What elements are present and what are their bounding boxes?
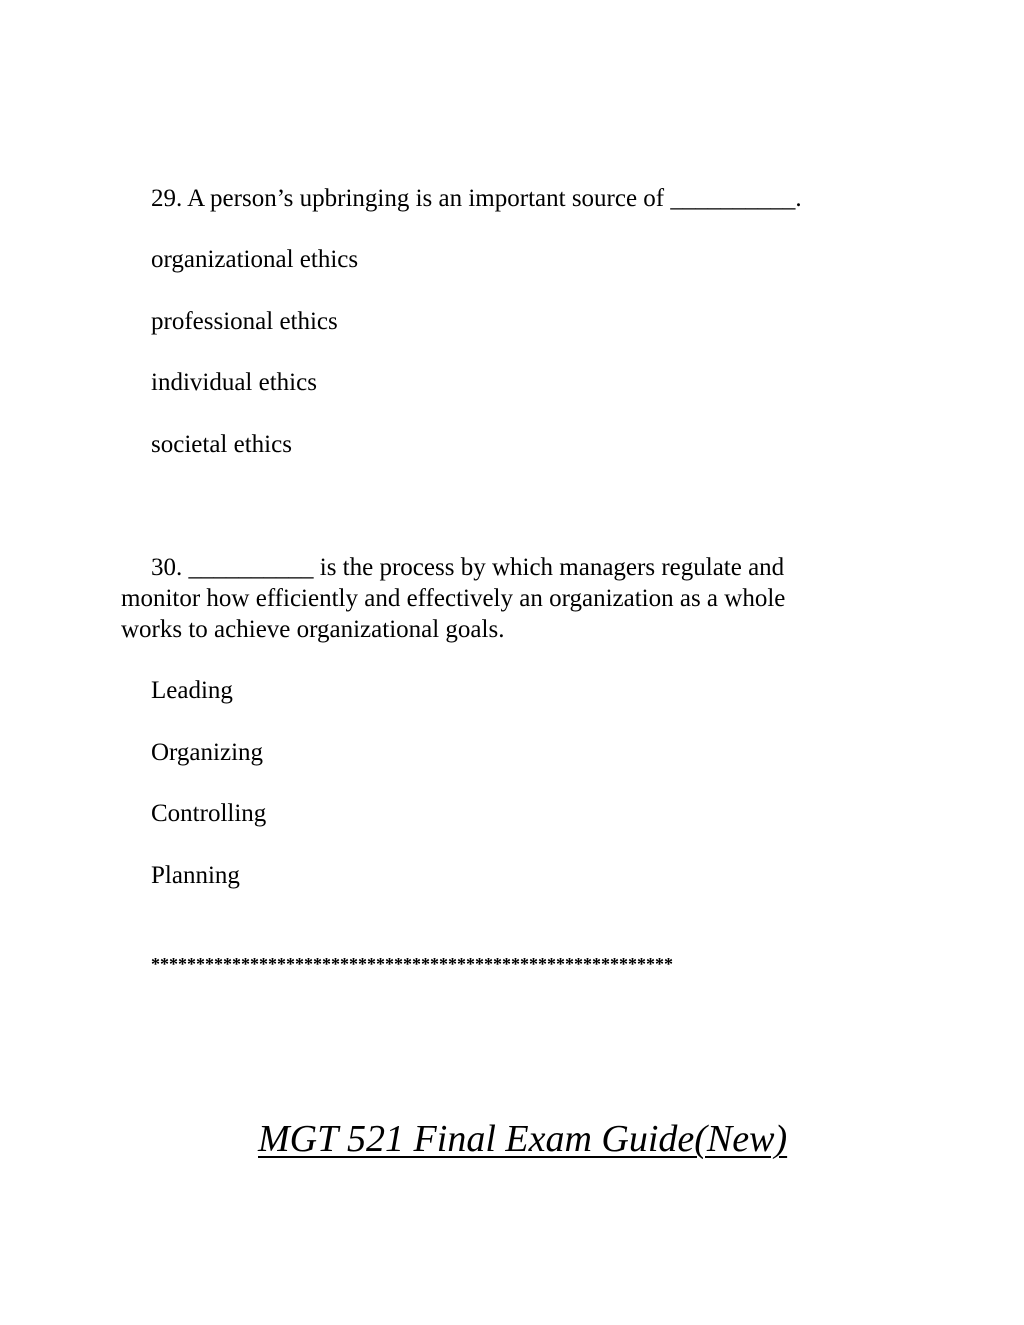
question-30-text-line-2: monitor how efficiently and effectively an organization as a whole	[121, 585, 786, 612]
footer-title: MGT 521 Final Exam Guide(New)	[258, 1118, 788, 1160]
question-30-option-3: Controlling	[151, 800, 267, 827]
question-29-option-3: individual ethics	[151, 369, 317, 396]
question-30-text-line-3: works to achieve organizational goals.	[121, 616, 505, 643]
question-30-option-1: Leading	[151, 677, 233, 704]
question-29-option-1: organizational ethics	[151, 246, 359, 273]
question-30-option-2: Organizing	[151, 739, 264, 766]
question-30-option-4: Planning	[151, 862, 240, 889]
asterisk-separator: **********************************************************	[151, 954, 673, 974]
question-29-text: 29. A person’s upbringing is an important source of __________.	[151, 185, 802, 212]
question-29-option-2: professional ethics	[151, 308, 338, 335]
question-29-option-4: societal ethics	[151, 431, 292, 458]
question-30-text-line-1: 30. __________ is the process by which managers regulate and	[151, 554, 785, 581]
